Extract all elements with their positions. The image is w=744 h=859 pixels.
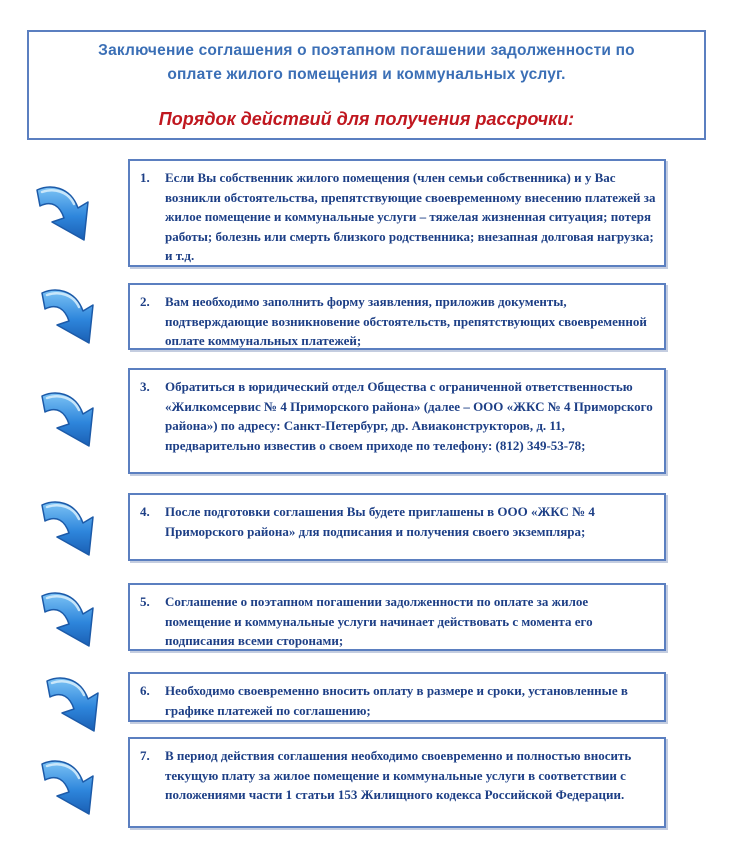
step-arrow-icon [37,584,107,654]
step-text: Необходимо своевременно вносить оплату в размере и сроки, установленные в графике платежей по соглашению; [165,683,628,718]
step-text: В период действия соглашения необходимо своевременно и полностью вносить текущую плату за жилое помещение и коммунальные услуги в соответствии с положениями части 1 статьи 153 Жилищного кодекса Российской Федерации. [165,748,632,802]
title-line-2: оплате жилого помещения и коммунальных услуг. [167,66,566,83]
step-box [128,159,666,267]
step-box [128,368,666,474]
step-arrow-icon [32,178,102,248]
page-subtitle: Порядок действий для получения рассрочки: [158,109,575,129]
step-arrow-icon [37,384,107,454]
step-text: Обратиться в юридический отдел Общества с ограниченной ответственностью «Жилкомсервис № 4 Приморского района» (далее – ООО «ЖКС № 4 Приморского района») по адресу: Санкт-Петербург, др. Авиаконструкторов, д. 11, предварительно известив о своем приходе по телефону: (812) 349-53-78; [165,379,653,453]
step-text: Если Вы собственник жилого помещения (член семьи собственника) и у Вас возникли обстоятельства, препятствующие своевременному внесению платежей за жилое помещение и коммунальные услуги – тяжелая жизненная ситуация; потеря работы; болезнь или смерть близкого родственника; внезапная долговая нагрузка; и т.д. [165,170,656,263]
header-box [27,30,706,140]
step-arrow-icon [37,752,107,822]
step-box [128,672,666,722]
step-box [128,737,666,828]
step-number: 6. [140,683,150,698]
step-number: 4. [140,504,150,519]
step-number: 5. [140,594,150,609]
page-title [29,39,704,87]
step-text: Вам необходимо заполнить форму заявления, приложив документы, подтверждающие возникновение обстоятельств, препятствующих своевременной оплате коммунальных платежей; [165,294,647,348]
step-text: Соглашение о поэтапном погашении задолженности по оплате за жилое помещение и коммунальные услуги начинает действовать с момента его подписания всеми сторонами; [165,594,593,648]
step-box [128,493,666,561]
step-box [128,283,666,350]
step-number: 2. [140,294,150,309]
step-arrow-icon [37,281,107,351]
step-text: После подготовки соглашения Вы будете приглашены в ООО «ЖКС № 4 Приморского района» для подписания и получения своего экземпляра; [165,504,595,539]
step-arrow-icon [37,493,107,563]
step-arrow-icon [42,669,112,739]
title-line-1: Заключение соглашения о поэтапном погашении задолженности по [98,42,635,59]
step-number: 3. [140,379,150,394]
step-number: 7. [140,748,150,763]
step-number: 1. [140,170,150,185]
step-box [128,583,666,651]
